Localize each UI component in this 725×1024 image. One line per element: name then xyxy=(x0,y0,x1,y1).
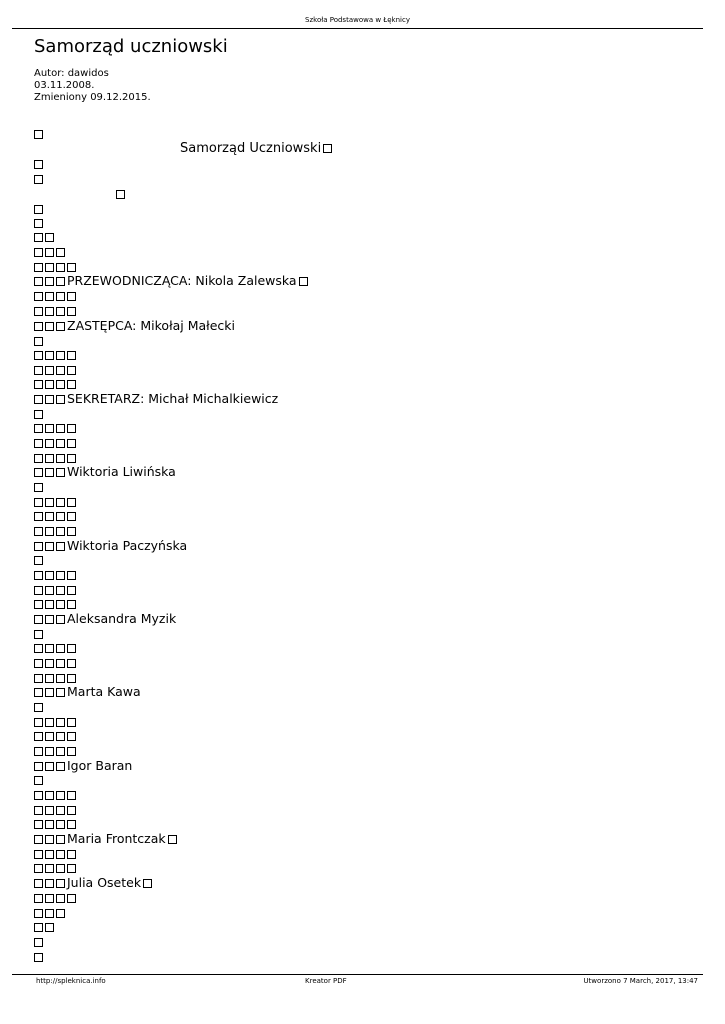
missing-glyph-box xyxy=(56,674,65,683)
line-text: Wiktoria Paczyńska xyxy=(67,538,188,553)
missing-glyph-box xyxy=(34,233,43,242)
missing-glyph-box xyxy=(67,600,76,609)
placeholder-line xyxy=(116,186,127,201)
missing-glyph-box xyxy=(67,380,76,389)
missing-glyph-box xyxy=(56,909,65,918)
missing-glyph-box xyxy=(45,512,54,521)
missing-glyph-box xyxy=(56,366,65,375)
missing-glyph-box xyxy=(45,380,54,389)
missing-glyph-box xyxy=(67,439,76,448)
missing-glyph-box xyxy=(34,850,43,859)
missing-glyph-box xyxy=(34,130,43,139)
member-name xyxy=(34,611,176,626)
missing-glyph-box xyxy=(56,380,65,389)
member-name xyxy=(34,684,141,699)
missing-glyph-box xyxy=(67,586,76,595)
missing-glyph-box xyxy=(45,468,54,477)
missing-glyph-box xyxy=(56,791,65,800)
missing-glyph-box xyxy=(34,219,43,228)
missing-glyph-box xyxy=(45,366,54,375)
placeholder-line xyxy=(34,376,78,391)
missing-glyph-box xyxy=(34,894,43,903)
placeholder-line xyxy=(34,596,78,611)
missing-glyph-box xyxy=(56,527,65,536)
line-text: Julia Osetek xyxy=(67,875,142,890)
missing-glyph-box xyxy=(34,439,43,448)
missing-glyph-box xyxy=(56,263,65,272)
missing-glyph-box xyxy=(45,688,54,697)
placeholder-line xyxy=(34,890,78,905)
missing-glyph-box xyxy=(34,835,43,844)
missing-glyph-box xyxy=(34,410,43,419)
missing-glyph-box xyxy=(45,615,54,624)
missing-glyph-box xyxy=(67,732,76,741)
missing-glyph-box xyxy=(34,600,43,609)
missing-glyph-box xyxy=(45,732,54,741)
missing-glyph-box xyxy=(56,762,65,771)
placeholder-line xyxy=(34,802,78,817)
missing-glyph-box xyxy=(67,571,76,580)
site-header: Szkoła Podstawowa w Łęknicy xyxy=(305,16,410,24)
missing-glyph-box xyxy=(45,806,54,815)
missing-glyph-box xyxy=(45,659,54,668)
missing-glyph-box xyxy=(299,277,308,286)
missing-glyph-box xyxy=(67,820,76,829)
missing-glyph-box xyxy=(34,292,43,301)
placeholder-line xyxy=(34,435,78,450)
missing-glyph-box xyxy=(34,512,43,521)
missing-glyph-box xyxy=(67,894,76,903)
article-title: Samorząd uczniowski xyxy=(34,36,228,57)
missing-glyph-box xyxy=(67,307,76,316)
missing-glyph-box xyxy=(45,835,54,844)
missing-glyph-box xyxy=(34,806,43,815)
line-text: ZASTĘPCA: Mikołaj Małecki xyxy=(67,318,235,333)
missing-glyph-box xyxy=(45,277,54,286)
placeholder-line xyxy=(34,508,78,523)
placeholder-line xyxy=(34,846,78,861)
missing-glyph-box xyxy=(45,791,54,800)
missing-glyph-box xyxy=(56,718,65,727)
missing-glyph-box xyxy=(56,644,65,653)
missing-glyph-box xyxy=(56,806,65,815)
missing-glyph-box xyxy=(34,542,43,551)
missing-glyph-box xyxy=(45,879,54,888)
missing-glyph-box xyxy=(67,850,76,859)
missing-glyph-box xyxy=(56,424,65,433)
missing-glyph-box xyxy=(34,527,43,536)
missing-glyph-box xyxy=(34,732,43,741)
placeholder-line xyxy=(34,303,78,318)
missing-glyph-box xyxy=(45,718,54,727)
missing-glyph-box xyxy=(56,820,65,829)
missing-glyph-box xyxy=(45,894,54,903)
missing-glyph-box xyxy=(45,586,54,595)
placeholder-line xyxy=(34,450,78,465)
missing-glyph-box xyxy=(45,923,54,932)
missing-glyph-box xyxy=(45,263,54,272)
missing-glyph-box xyxy=(67,366,76,375)
missing-glyph-box xyxy=(34,923,43,932)
member-name xyxy=(34,538,187,553)
missing-glyph-box xyxy=(67,747,76,756)
missing-glyph-box xyxy=(67,351,76,360)
missing-glyph-box xyxy=(34,718,43,727)
line-text: Igor Baran xyxy=(67,758,133,773)
missing-glyph-box xyxy=(45,864,54,873)
placeholder-line xyxy=(34,494,78,509)
missing-glyph-box xyxy=(45,762,54,771)
missing-glyph-box xyxy=(56,894,65,903)
footer-generator: Kreator PDF xyxy=(305,977,347,985)
member-secretary xyxy=(34,391,278,406)
missing-glyph-box xyxy=(34,205,43,214)
missing-glyph-box xyxy=(34,307,43,316)
missing-glyph-box xyxy=(56,498,65,507)
missing-glyph-box xyxy=(45,292,54,301)
missing-glyph-box xyxy=(45,674,54,683)
missing-glyph-box xyxy=(56,468,65,477)
member-name xyxy=(34,875,152,890)
placeholder-line xyxy=(34,640,78,655)
missing-glyph-box xyxy=(34,175,43,184)
placeholder-line xyxy=(34,772,45,787)
missing-glyph-box xyxy=(34,395,43,404)
missing-glyph-box xyxy=(34,688,43,697)
placeholder-line xyxy=(34,816,78,831)
line-text: SEKRETARZ: Michał Michalkiewicz xyxy=(67,391,279,406)
article-meta xyxy=(34,68,151,104)
placeholder-line xyxy=(34,259,78,274)
missing-glyph-box xyxy=(34,762,43,771)
placeholder-line xyxy=(34,567,78,582)
missing-glyph-box xyxy=(34,615,43,624)
missing-glyph-box xyxy=(56,542,65,551)
line-text: Marta Kawa xyxy=(67,684,141,699)
author-line: Autor: dawidos xyxy=(34,68,109,79)
placeholder-line xyxy=(34,201,45,216)
missing-glyph-box xyxy=(34,337,43,346)
missing-glyph-box xyxy=(34,879,43,888)
missing-glyph-box xyxy=(34,248,43,257)
line-text: Wiktoria Liwińska xyxy=(67,464,176,479)
placeholder-line xyxy=(34,347,78,362)
missing-glyph-box xyxy=(45,571,54,580)
missing-glyph-box xyxy=(56,454,65,463)
missing-glyph-box xyxy=(34,747,43,756)
missing-glyph-box xyxy=(67,791,76,800)
missing-glyph-box xyxy=(34,322,43,331)
footer-url: http://spleknica.info xyxy=(36,977,106,985)
placeholder-line xyxy=(34,215,45,230)
missing-glyph-box xyxy=(56,747,65,756)
missing-glyph-box xyxy=(56,600,65,609)
placeholder-line xyxy=(34,229,56,244)
missing-glyph-box xyxy=(45,600,54,609)
missing-glyph-box xyxy=(45,395,54,404)
missing-glyph-box xyxy=(45,351,54,360)
missing-glyph-box xyxy=(67,644,76,653)
missing-glyph-box xyxy=(45,248,54,257)
placeholder-line xyxy=(34,171,45,186)
missing-glyph-box xyxy=(34,556,43,565)
placeholder-line xyxy=(34,479,45,494)
missing-glyph-box xyxy=(56,292,65,301)
member-chair xyxy=(34,273,308,288)
placeholder-line xyxy=(34,905,67,920)
missing-glyph-box xyxy=(56,659,65,668)
placeholder-line xyxy=(34,699,45,714)
missing-glyph-box xyxy=(67,454,76,463)
member-name xyxy=(34,758,132,773)
missing-glyph-box xyxy=(34,586,43,595)
placeholder-line xyxy=(34,420,78,435)
member-deputy xyxy=(34,318,235,333)
missing-glyph-box xyxy=(45,322,54,331)
placeholder-line xyxy=(34,743,78,758)
missing-glyph-box xyxy=(67,498,76,507)
missing-glyph-box xyxy=(56,277,65,286)
member-name xyxy=(34,831,177,846)
line-text: Samorząd Uczniowski xyxy=(180,141,322,156)
missing-glyph-box xyxy=(67,864,76,873)
missing-glyph-box xyxy=(34,953,43,962)
placeholder-line xyxy=(34,582,78,597)
placeholder-line xyxy=(34,787,78,802)
placeholder-line xyxy=(34,288,78,303)
missing-glyph-box xyxy=(116,190,125,199)
missing-glyph-box xyxy=(34,864,43,873)
missing-glyph-box xyxy=(67,292,76,301)
missing-glyph-box xyxy=(45,307,54,316)
missing-glyph-box xyxy=(56,322,65,331)
missing-glyph-box xyxy=(56,615,65,624)
missing-glyph-box xyxy=(67,659,76,668)
missing-glyph-box xyxy=(34,644,43,653)
missing-glyph-box xyxy=(56,688,65,697)
missing-glyph-box xyxy=(45,644,54,653)
missing-glyph-box xyxy=(45,850,54,859)
missing-glyph-box xyxy=(56,835,65,844)
placeholder-line xyxy=(34,244,67,259)
placeholder-line xyxy=(34,333,45,348)
missing-glyph-box xyxy=(56,351,65,360)
missing-glyph-box xyxy=(45,498,54,507)
missing-glyph-box xyxy=(34,351,43,360)
missing-glyph-box xyxy=(34,263,43,272)
placeholder-line xyxy=(34,655,78,670)
placeholder-line xyxy=(34,919,56,934)
placeholder-line xyxy=(34,860,78,875)
missing-glyph-box xyxy=(56,439,65,448)
missing-glyph-box xyxy=(67,424,76,433)
missing-glyph-box xyxy=(34,791,43,800)
modified-line: Zmieniony 09.12.2015. xyxy=(34,92,151,103)
missing-glyph-box xyxy=(56,248,65,257)
missing-glyph-box xyxy=(56,732,65,741)
missing-glyph-box xyxy=(34,160,43,169)
missing-glyph-box xyxy=(56,307,65,316)
missing-glyph-box xyxy=(56,864,65,873)
missing-glyph-box xyxy=(34,424,43,433)
placeholder-line xyxy=(34,126,45,141)
line-text: Aleksandra Myzik xyxy=(67,611,177,626)
placeholder-line xyxy=(34,626,45,641)
missing-glyph-box xyxy=(34,380,43,389)
missing-glyph-box xyxy=(56,571,65,580)
missing-glyph-box xyxy=(56,879,65,888)
missing-glyph-box xyxy=(34,938,43,947)
missing-glyph-box xyxy=(34,776,43,785)
placeholder-line xyxy=(34,949,45,964)
missing-glyph-box xyxy=(34,366,43,375)
placeholder-line xyxy=(34,552,45,567)
missing-glyph-box xyxy=(45,909,54,918)
missing-glyph-box xyxy=(67,527,76,536)
missing-glyph-box xyxy=(34,820,43,829)
footer-divider xyxy=(12,974,703,975)
placeholder-line xyxy=(34,714,78,729)
missing-glyph-box xyxy=(34,483,43,492)
missing-glyph-box xyxy=(34,659,43,668)
placeholder-line xyxy=(34,156,45,171)
missing-glyph-box xyxy=(67,674,76,683)
created-date: 03.11.2008. xyxy=(34,80,95,91)
header-divider xyxy=(12,28,703,29)
missing-glyph-box xyxy=(45,233,54,242)
missing-glyph-box xyxy=(45,542,54,551)
missing-glyph-box xyxy=(34,909,43,918)
missing-glyph-box xyxy=(34,630,43,639)
placeholder-line xyxy=(34,362,78,377)
missing-glyph-box xyxy=(45,820,54,829)
missing-glyph-box xyxy=(45,747,54,756)
missing-glyph-box xyxy=(34,674,43,683)
missing-glyph-box xyxy=(67,263,76,272)
missing-glyph-box xyxy=(67,512,76,521)
missing-glyph-box xyxy=(323,144,332,153)
missing-glyph-box xyxy=(56,395,65,404)
placeholder-line xyxy=(34,406,45,421)
missing-glyph-box xyxy=(34,571,43,580)
missing-glyph-box xyxy=(45,424,54,433)
placeholder-line xyxy=(34,934,45,949)
line-text: Maria Frontczak xyxy=(67,831,166,846)
body-heading xyxy=(180,141,332,156)
member-name xyxy=(34,464,176,479)
missing-glyph-box xyxy=(56,512,65,521)
missing-glyph-box xyxy=(143,879,152,888)
missing-glyph-box xyxy=(168,835,177,844)
missing-glyph-box xyxy=(67,806,76,815)
missing-glyph-box xyxy=(67,718,76,727)
missing-glyph-box xyxy=(34,498,43,507)
missing-glyph-box xyxy=(34,703,43,712)
missing-glyph-box xyxy=(56,586,65,595)
line-text: PRZEWODNICZĄCA: Nikola Zalewska xyxy=(67,273,297,288)
placeholder-line xyxy=(34,523,78,538)
footer-created: Utworzono 7 March, 2017, 13:47 xyxy=(583,977,698,985)
placeholder-line xyxy=(34,670,78,685)
missing-glyph-box xyxy=(45,527,54,536)
placeholder-line xyxy=(34,728,78,743)
missing-glyph-box xyxy=(56,850,65,859)
missing-glyph-box xyxy=(34,454,43,463)
missing-glyph-box xyxy=(45,439,54,448)
missing-glyph-box xyxy=(34,277,43,286)
missing-glyph-box xyxy=(34,468,43,477)
missing-glyph-box xyxy=(45,454,54,463)
